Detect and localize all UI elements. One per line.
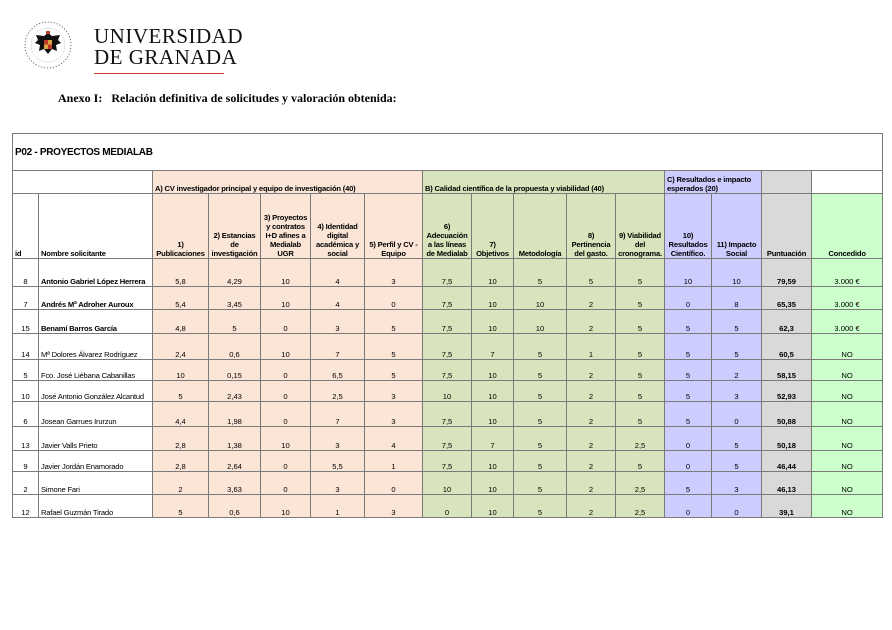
university-seal-icon [24, 21, 72, 69]
group-header-granted-blank [812, 171, 883, 194]
cell-pertinencia: 2 [567, 402, 616, 427]
cell-estancias: 0,6 [209, 495, 261, 518]
cell-perfil-cv: 5 [365, 310, 423, 334]
group-header-b: B) Calidad científica de la propuesta y viabilidad (40) [423, 171, 665, 194]
cell-puntuacion: 58,15 [762, 360, 812, 381]
cell-concedido: NO [812, 360, 883, 381]
cell-objetivos: 10 [472, 360, 514, 381]
table-row [13, 287, 883, 310]
cell-impacto-social: 5 [712, 427, 762, 451]
cell-name: Andrés Mª Adroher Auroux [39, 287, 153, 310]
cell-perfil-cv: 3 [365, 402, 423, 427]
col-header-proyectos: 3) Proyectos y contratos I+D afines a Medialab UGR [261, 194, 311, 259]
cell-publicaciones: 2 [153, 472, 209, 495]
cell-publicaciones: 2,4 [153, 334, 209, 360]
cell-viabilidad: 5 [616, 334, 665, 360]
col-header-objetivos: 7) Objetivos [472, 194, 514, 259]
cell-impacto-social: 10 [712, 259, 762, 287]
table-row [13, 472, 883, 495]
cell-id: 12 [13, 495, 39, 518]
cell-objetivos: 10 [472, 287, 514, 310]
cell-identidad-digital: 4 [311, 259, 365, 287]
cell-estancias: 1,98 [209, 402, 261, 427]
cell-identidad-digital: 3 [311, 310, 365, 334]
cell-id: 14 [13, 334, 39, 360]
cell-identidad-digital: 2,5 [311, 381, 365, 402]
cell-resultados: 0 [665, 451, 712, 472]
cell-estancias: 3,63 [209, 472, 261, 495]
table-row [13, 427, 883, 451]
cell-identidad-digital: 1 [311, 495, 365, 518]
cell-puntuacion: 46,44 [762, 451, 812, 472]
cell-id: 8 [13, 259, 39, 287]
cell-objetivos: 7 [472, 334, 514, 360]
cell-name: Fco. José Liébana Cabanillas [39, 360, 153, 381]
cell-resultados: 5 [665, 402, 712, 427]
cell-publicaciones: 2,8 [153, 451, 209, 472]
group-header-a: A) CV investigador principal y equipo de investigación (40) [153, 171, 423, 194]
cell-resultados: 10 [665, 259, 712, 287]
cell-concedido: NO [812, 472, 883, 495]
cell-name: José Antonio González Alcantud [39, 381, 153, 402]
cell-id: 6 [13, 402, 39, 427]
cell-objetivos: 10 [472, 402, 514, 427]
cell-perfil-cv: 3 [365, 259, 423, 287]
cell-concedido: 3.000 € [812, 287, 883, 310]
cell-id: 10 [13, 381, 39, 402]
cell-perfil-cv: 5 [365, 360, 423, 381]
cell-proyectos: 0 [261, 402, 311, 427]
cell-resultados: 0 [665, 427, 712, 451]
cell-proyectos: 10 [261, 334, 311, 360]
cell-impacto-social: 5 [712, 310, 762, 334]
table-row [13, 334, 883, 360]
col-header-concedido: Concedido [812, 194, 883, 259]
cell-perfil-cv: 0 [365, 472, 423, 495]
cell-viabilidad: 5 [616, 360, 665, 381]
group-header-c: C) Resultados e impacto esperados (20) [665, 171, 762, 194]
cell-viabilidad: 5 [616, 287, 665, 310]
cell-concedido: NO [812, 402, 883, 427]
cell-impacto-social: 0 [712, 402, 762, 427]
cell-adecuacion: 7,5 [423, 310, 472, 334]
cell-resultados: 5 [665, 360, 712, 381]
cell-adecuacion: 7,5 [423, 287, 472, 310]
col-header-perfil-cv: 5) Perfil y CV -Equipo [365, 194, 423, 259]
cell-viabilidad: 5 [616, 381, 665, 402]
cell-metodologia: 5 [514, 472, 567, 495]
cell-adecuacion: 0 [423, 495, 472, 518]
cell-pertinencia: 2 [567, 360, 616, 381]
cell-identidad-digital: 7 [311, 334, 365, 360]
cell-perfil-cv: 3 [365, 495, 423, 518]
col-header-resultados: 10) Resultados Científico. [665, 194, 712, 259]
col-header-adecuacion: 6) Adecuación a las líneas de Medialab [423, 194, 472, 259]
cell-puntuacion: 50,88 [762, 402, 812, 427]
cell-name: Simone Fari [39, 472, 153, 495]
cell-resultados: 0 [665, 287, 712, 310]
table-row [13, 360, 883, 381]
cell-identidad-digital: 6,5 [311, 360, 365, 381]
cell-estancias: 0,15 [209, 360, 261, 381]
cell-puntuacion: 65,35 [762, 287, 812, 310]
cell-pertinencia: 2 [567, 472, 616, 495]
cell-publicaciones: 5,4 [153, 287, 209, 310]
university-name-line1: UNIVERSIDAD [94, 24, 243, 48]
cell-pertinencia: 2 [567, 381, 616, 402]
cell-publicaciones: 5,8 [153, 259, 209, 287]
cell-id: 7 [13, 287, 39, 310]
cell-publicaciones: 4,4 [153, 402, 209, 427]
col-header-publicaciones: 1) Publicaciones [153, 194, 209, 259]
col-header-impacto-social: 11) Impacto Social [712, 194, 762, 259]
cell-impacto-social: 5 [712, 451, 762, 472]
cell-metodologia: 5 [514, 381, 567, 402]
wordmark-underline [94, 73, 224, 74]
cell-perfil-cv: 0 [365, 287, 423, 310]
group-header-blank [13, 171, 153, 194]
cell-impacto-social: 5 [712, 334, 762, 360]
col-header-estancias: 2) Estancias de investigación [209, 194, 261, 259]
cell-resultados: 5 [665, 334, 712, 360]
cell-proyectos: 0 [261, 360, 311, 381]
cell-pertinencia: 5 [567, 259, 616, 287]
cell-adecuacion: 7,5 [423, 402, 472, 427]
cell-metodologia: 10 [514, 287, 567, 310]
cell-proyectos: 0 [261, 381, 311, 402]
cell-resultados: 0 [665, 495, 712, 518]
cell-objetivos: 10 [472, 495, 514, 518]
col-header-puntuacion: Puntuación [762, 194, 812, 259]
cell-viabilidad: 2,5 [616, 495, 665, 518]
cell-objetivos: 10 [472, 451, 514, 472]
col-header-pertinencia: 8) Pertinencia del gasto. [567, 194, 616, 259]
cell-impacto-social: 3 [712, 381, 762, 402]
cell-proyectos: 10 [261, 427, 311, 451]
cell-publicaciones: 5 [153, 381, 209, 402]
cell-adecuacion: 7,5 [423, 451, 472, 472]
cell-objetivos: 10 [472, 259, 514, 287]
cell-perfil-cv: 3 [365, 381, 423, 402]
cell-proyectos: 10 [261, 259, 311, 287]
cell-name: Benamí Barros García [39, 310, 153, 334]
cell-id: 9 [13, 451, 39, 472]
table-title: P02 - PROYECTOS MEDIALAB [13, 134, 883, 171]
cell-adecuacion: 10 [423, 472, 472, 495]
cell-estancias: 4,29 [209, 259, 261, 287]
cell-viabilidad: 5 [616, 402, 665, 427]
cell-metodologia: 10 [514, 310, 567, 334]
cell-id: 15 [13, 310, 39, 334]
cell-adecuacion: 7,5 [423, 360, 472, 381]
cell-viabilidad: 5 [616, 259, 665, 287]
cell-puntuacion: 52,93 [762, 381, 812, 402]
cell-puntuacion: 60,5 [762, 334, 812, 360]
cell-concedido: NO [812, 451, 883, 472]
cell-name: Javier Jordán Enamorado [39, 451, 153, 472]
group-header-score-blank [762, 171, 812, 194]
cell-estancias: 2,64 [209, 451, 261, 472]
university-wordmark [94, 26, 243, 68]
cell-viabilidad: 2,5 [616, 472, 665, 495]
annex-title: Anexo I: Relación definitiva de solicitudes y valoración obtenida: [58, 91, 397, 105]
cell-name: Javier Valls Prieto [39, 427, 153, 451]
cell-concedido: NO [812, 381, 883, 402]
cell-objetivos: 7 [472, 427, 514, 451]
cell-publicaciones: 2,8 [153, 427, 209, 451]
cell-perfil-cv: 4 [365, 427, 423, 451]
cell-name: Mª Dolores Álvarez Rodríguez [39, 334, 153, 360]
cell-metodologia: 5 [514, 259, 567, 287]
table-row [13, 451, 883, 472]
cell-puntuacion: 46,13 [762, 472, 812, 495]
cell-objetivos: 10 [472, 310, 514, 334]
cell-objetivos: 10 [472, 381, 514, 402]
cell-impacto-social: 0 [712, 495, 762, 518]
table-row [13, 259, 883, 287]
cell-adecuacion: 7,5 [423, 259, 472, 287]
table-row [13, 310, 883, 334]
cell-adecuacion: 10 [423, 381, 472, 402]
cell-estancias: 5 [209, 310, 261, 334]
col-header-viabilidad: 9) Viabilidad del cronograma. [616, 194, 665, 259]
cell-id: 2 [13, 472, 39, 495]
cell-pertinencia: 2 [567, 495, 616, 518]
cell-name: Antonio Gabriel López Herrera [39, 259, 153, 287]
cell-puntuacion: 79,59 [762, 259, 812, 287]
cell-puntuacion: 50,18 [762, 427, 812, 451]
table-row [13, 402, 883, 427]
cell-perfil-cv: 1 [365, 451, 423, 472]
cell-identidad-digital: 5,5 [311, 451, 365, 472]
cell-id: 5 [13, 360, 39, 381]
cell-publicaciones: 5 [153, 495, 209, 518]
cell-resultados: 5 [665, 310, 712, 334]
cell-proyectos: 0 [261, 451, 311, 472]
cell-resultados: 5 [665, 381, 712, 402]
cell-metodologia: 5 [514, 495, 567, 518]
cell-concedido: 3.000 € [812, 310, 883, 334]
cell-impacto-social: 8 [712, 287, 762, 310]
cell-metodologia: 5 [514, 451, 567, 472]
table-row [13, 381, 883, 402]
cell-estancias: 1,38 [209, 427, 261, 451]
cell-concedido: NO [812, 334, 883, 360]
cell-estancias: 2,43 [209, 381, 261, 402]
table-body [13, 259, 883, 518]
cell-concedido: 3.000 € [812, 259, 883, 287]
cell-pertinencia: 2 [567, 287, 616, 310]
cell-proyectos: 10 [261, 495, 311, 518]
cell-perfil-cv: 5 [365, 334, 423, 360]
cell-proyectos: 0 [261, 310, 311, 334]
cell-pertinencia: 2 [567, 451, 616, 472]
col-header-name: Nombre solicitante [39, 194, 153, 259]
results-table [12, 133, 883, 518]
cell-metodologia: 5 [514, 360, 567, 381]
cell-viabilidad: 5 [616, 451, 665, 472]
col-header-metodologia: Metodología [514, 194, 567, 259]
cell-pertinencia: 2 [567, 310, 616, 334]
cell-adecuacion: 7,5 [423, 334, 472, 360]
cell-objetivos: 10 [472, 472, 514, 495]
cell-identidad-digital: 3 [311, 427, 365, 451]
cell-metodologia: 5 [514, 334, 567, 360]
cell-proyectos: 10 [261, 287, 311, 310]
cell-metodologia: 5 [514, 402, 567, 427]
cell-name: Rafael Guzmán Tirado [39, 495, 153, 518]
cell-identidad-digital: 3 [311, 472, 365, 495]
cell-viabilidad: 5 [616, 310, 665, 334]
cell-pertinencia: 1 [567, 334, 616, 360]
table-row [13, 495, 883, 518]
cell-pertinencia: 2 [567, 427, 616, 451]
cell-publicaciones: 4,8 [153, 310, 209, 334]
cell-concedido: NO [812, 495, 883, 518]
cell-viabilidad: 2,5 [616, 427, 665, 451]
cell-metodologia: 5 [514, 427, 567, 451]
cell-resultados: 5 [665, 472, 712, 495]
cell-name: Josean Garrues Irurzun [39, 402, 153, 427]
university-name-line2: DE GRANADA [94, 45, 238, 69]
cell-id: 13 [13, 427, 39, 451]
cell-proyectos: 0 [261, 472, 311, 495]
cell-adecuacion: 7,5 [423, 427, 472, 451]
cell-concedido: NO [812, 427, 883, 451]
col-header-id: id [13, 194, 39, 259]
col-header-identidad-digital: 4) Identidad digital académica y social [311, 194, 365, 259]
cell-publicaciones: 10 [153, 360, 209, 381]
cell-puntuacion: 39,1 [762, 495, 812, 518]
cell-impacto-social: 3 [712, 472, 762, 495]
cell-identidad-digital: 4 [311, 287, 365, 310]
cell-estancias: 0,6 [209, 334, 261, 360]
cell-identidad-digital: 7 [311, 402, 365, 427]
cell-puntuacion: 62,3 [762, 310, 812, 334]
cell-impacto-social: 2 [712, 360, 762, 381]
cell-estancias: 3,45 [209, 287, 261, 310]
